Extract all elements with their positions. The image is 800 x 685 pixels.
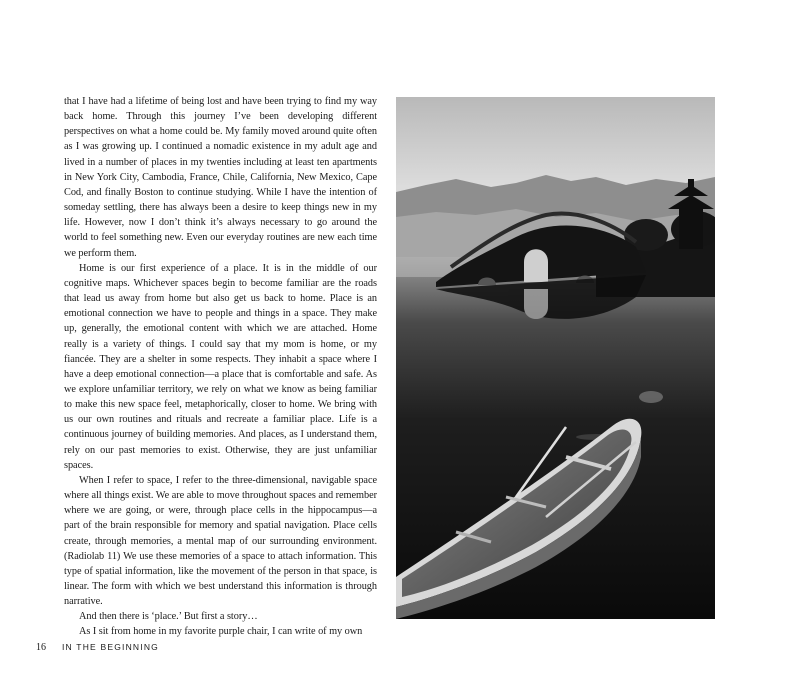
paragraph-5: As I sit from home in my favorite purple chair, I can write of my own — [79, 626, 363, 638]
lake-bridge-photo — [396, 97, 715, 619]
page-footer — [36, 642, 159, 653]
paragraph-2: Home is our first experience of a place. It is in the middle of our cognitive maps. Whichever spaces begin to become familiar are the roads that lead us away from home but also get us back to home. Place is an emotional connection we have to people and things in a space. They make up, generally, the emotional content with which we are attached. Home really is a variety of things. I could say that my mom is home, or my fiancée. They are a shelter in some respects. They inhabit a space where I have a deep emotional connection—a place that is comfortable and safe. As we explore unfamiliar territory, we rely on what we know as being familiar to make this new space feel, metaphorically, closer to home. We bring with us our own routines and rituals and recreate a familiar place. Life is a continuous journey of building memories. And places, as I understand them, rely on our past memories to exist. Otherwise, they are just unfamiliar spaces. — [64, 262, 377, 471]
page-number: 16 — [36, 642, 46, 653]
body-text-column — [64, 94, 377, 640]
photo-illustration — [396, 97, 715, 619]
paragraph-3: When I refer to space, I refer to the three-dimensional, navigable space where all things exist. We are able to move throughout spaces and remember where we are going, or were, through place cells in the hippocampus—a part of the brain responsible for memory and spatial navigation. Place cells create, through memories, a mental map of our surrounding environment. (Radiolab 11) We use these memories of a space to attach information. This type of spatial information, like the movement of the person in that space, is linear. The form with which we best understand this information is through narrative. — [64, 474, 377, 608]
paragraph-1: that I have had a lifetime of being lost and have been trying to find my way back home. Through this journey I’ve been developing different perspectives on what a home could be. My family moved around quite often as I was growing up. I continued a nomadic existence in my adult age and lived in a number of places in my twenties including at least ten apartments in New York City, Cambodia, France, Chile, California, New Mexico, Cape Cod, and finally Boston to continue studying. While I have the intention of someday settling, there has always been a desire to keep things new in my life. However, now I don’t think it’s always necessary to go around the world to feel something new. Even our everyday routines are new each time we perform them. — [64, 96, 377, 259]
section-title: IN THE BEGINNING — [62, 642, 159, 652]
paragraph-4: And then there is ‘place.’ But first a story… — [79, 611, 258, 623]
